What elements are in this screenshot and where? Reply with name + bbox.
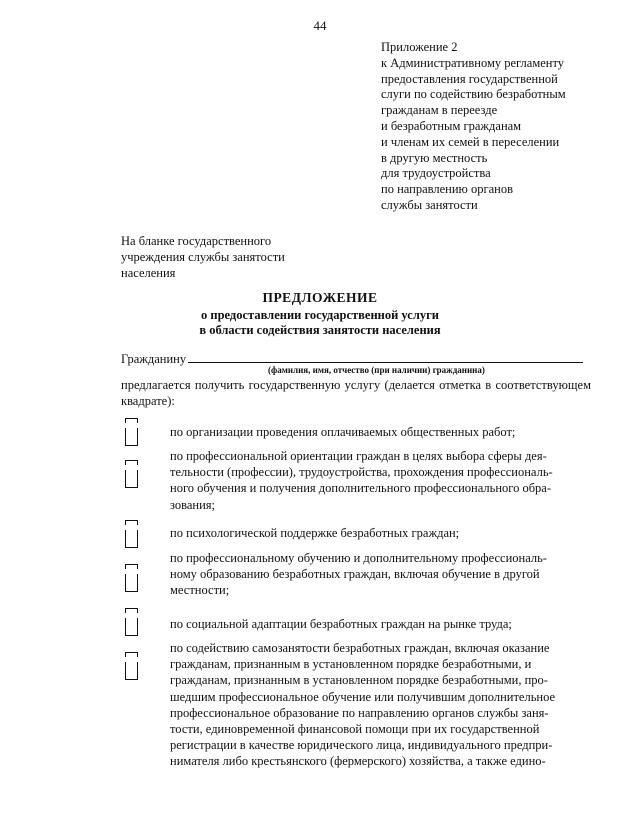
- option-text: [170, 424, 591, 440]
- option-text: [170, 448, 591, 513]
- option-line: ному образованию безработных граждан, включая обучение в другой: [170, 567, 540, 582]
- subtitle-line: в области содействия занятости населения: [199, 323, 441, 337]
- option-checkbox[interactable]: [125, 520, 138, 548]
- appendix-line: службы занятости: [381, 197, 478, 212]
- option-line: тельности (профессии), трудоустройства, прохождения профессиональ-: [170, 465, 553, 480]
- option-line: гражданам, признанным в установленном порядке безработными, про-: [170, 673, 548, 688]
- option-line: по организации проведения оплачиваемых общественных работ;: [170, 425, 516, 439]
- citizen-label: Гражданину: [121, 352, 187, 366]
- option-text: [170, 640, 591, 770]
- appendix-line: слуги по содействию безработным: [381, 87, 566, 102]
- option-line: по социальной адаптации безработных граждан на рынке труда;: [170, 617, 512, 631]
- option-checkbox[interactable]: [125, 418, 138, 446]
- letterhead-note: [121, 233, 361, 281]
- option-checkbox[interactable]: [125, 608, 138, 636]
- option-line: местности;: [170, 583, 230, 598]
- option-line: ного обучения и получения дополнительного профессионального обра-: [170, 481, 552, 496]
- option-line: по профессиональной ориентации граждан в целях выбора сферы дея-: [170, 449, 547, 463]
- appendix-line: предоставления государственной: [381, 71, 558, 86]
- appendix-line: к Административному регламенту: [381, 55, 565, 70]
- letterhead-line: На бланке государственного: [121, 234, 272, 248]
- option-line: профессиональное образование по направлению органов службы заня-: [170, 705, 549, 720]
- page-number: 44: [313, 18, 327, 33]
- document-subtitle: [0, 308, 640, 338]
- citizen-name-field[interactable]: [188, 349, 583, 363]
- intro-text: предлагается получить государственную услугу (делается отметка в соответствующем квадрате):: [121, 378, 591, 408]
- document-title: ПРЕДЛОЖЕНИЕ: [262, 290, 378, 305]
- option-checkbox[interactable]: [125, 460, 138, 488]
- option-line: зования;: [170, 497, 216, 512]
- option-line: шедшим профессиональное обучение или получившим дополнительное: [170, 689, 556, 704]
- letterhead-line: учреждения службы занятости: [121, 250, 285, 264]
- option-text: [170, 525, 591, 541]
- option-line: регистрации в качестве юридического лица, индивидуального предпри-: [170, 738, 553, 753]
- option-text: [170, 616, 591, 632]
- option-line: нимателя либо крестьянского (фермерского) хозяйства, а также едино-: [170, 754, 546, 769]
- appendix-line: гражданам в переезде: [381, 103, 498, 118]
- appendix-line: для трудоустройства: [381, 166, 491, 181]
- citizen-name-hint: (фамилия, имя, отчество (при наличии) гражданина): [268, 365, 485, 375]
- appendix-line: в другую местность: [381, 150, 488, 165]
- option-text: [170, 550, 591, 599]
- option-line: тости, единовременной финансовой помощи при их государственной: [170, 722, 540, 737]
- option-line: по профессиональному обучению и дополнительному профессиональ-: [170, 551, 547, 565]
- subtitle-line: о предоставлении государственной услуги: [201, 308, 439, 322]
- option-line: гражданам, признанным в установленном порядке безработными, и: [170, 657, 532, 672]
- appendix-header: [381, 40, 621, 214]
- appendix-line: и членам их семей в переселении: [381, 134, 560, 149]
- appendix-line: и безработным гражданам: [381, 118, 522, 133]
- option-checkbox[interactable]: [125, 652, 138, 680]
- option-checkbox[interactable]: [125, 564, 138, 592]
- appendix-line: Приложение 2: [381, 40, 458, 54]
- option-line: по содействию самозанятости безработных граждан, включая оказание: [170, 641, 550, 655]
- appendix-line: по направлению органов: [381, 182, 514, 197]
- option-line: по психологической поддержке безработных граждан;: [170, 526, 460, 540]
- letterhead-line: населения: [121, 266, 176, 280]
